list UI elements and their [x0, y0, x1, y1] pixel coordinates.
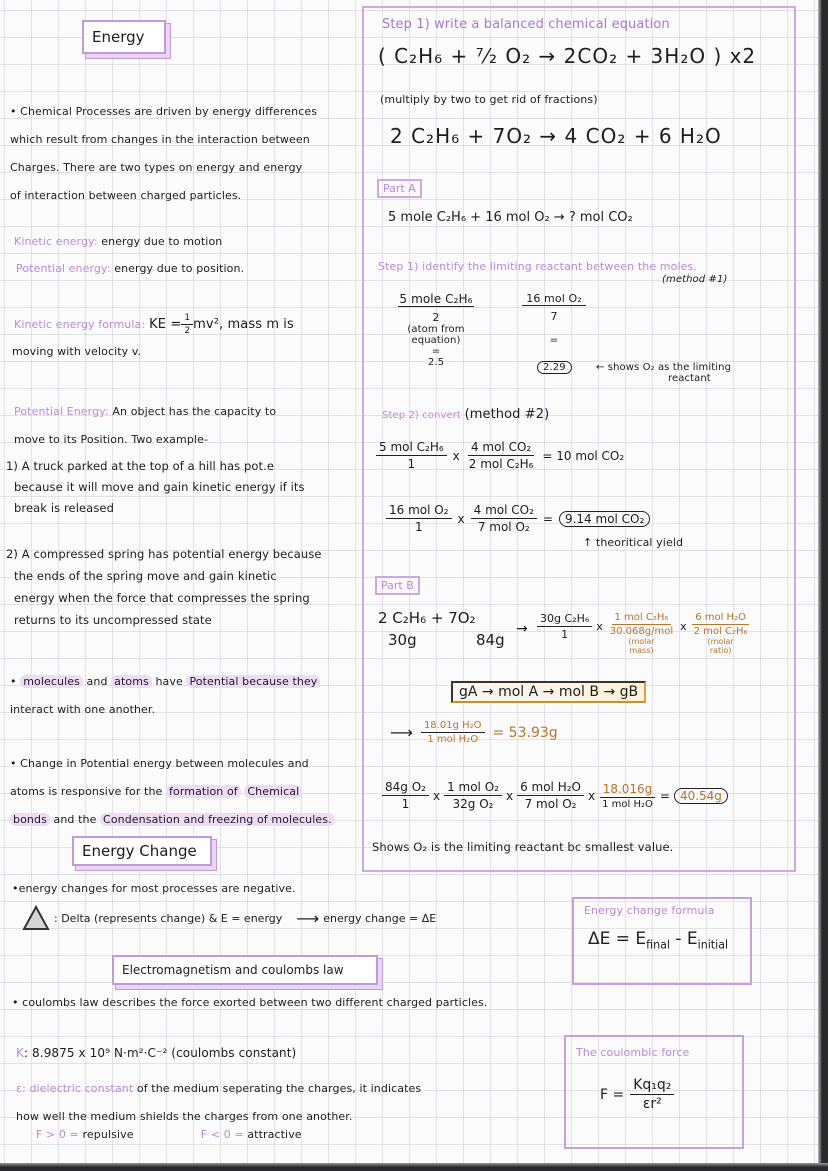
note: (molar [628, 637, 655, 646]
step2-title [382, 407, 549, 422]
frac-den: 1 [414, 520, 423, 534]
kinetic-definition [14, 235, 222, 248]
limit-fraction-a [398, 292, 474, 368]
energy-change-bullet: •energy changes for most processes are negative. [12, 882, 296, 895]
o2-calculation: $\frac{\text{84g O₂}}{1}$ x $\frac{\text{1 mol O₂}}{\text{32g O₂}}$ x $\frac{\text{6 mol H₂O}}{\text{7 mol O₂}}$ x $\frac{18.016g}{\text{1 mol H₂O}}$ = 40.54g [382, 780, 728, 811]
energy-title [82, 20, 166, 54]
conversion-2 [386, 503, 650, 534]
mass: 30g [388, 631, 417, 649]
reaction: 2 C₂H₆ + 7O₂ [378, 609, 476, 627]
ke-formula-line2: moving with velocity v. [12, 345, 142, 358]
pe-def: move to its Position. Two example- [14, 433, 209, 446]
limit-fraction-b [522, 292, 586, 346]
page-edge-bottom [0, 1163, 828, 1171]
note-line: reactant [668, 373, 711, 384]
formula-part: - E [669, 929, 698, 949]
text: atoms is responsive for the [10, 785, 167, 798]
method-1-label: (method #1) [662, 274, 728, 285]
delta-result: energy change = ΔE [323, 911, 437, 925]
limit-value-circled: 2.29 [537, 361, 572, 374]
frac-num: 1 [181, 313, 193, 325]
part-b-label: Part B [375, 576, 420, 595]
potential-definition [16, 262, 244, 275]
equation-balanced: 2 C₂H₆ + 7O₂ → 4 CO₂ + 6 H₂O [390, 124, 722, 148]
frac-den: 1 mol H₂O [602, 798, 653, 810]
example-line: the ends of the spring move and gain kinetic [14, 569, 277, 583]
frac-num: 5 mole C₂H₆ [399, 292, 473, 306]
frac-eq: = [549, 335, 559, 346]
ke-text: KE = [149, 317, 182, 332]
frac-num: 1 mol C₂H₆ [612, 612, 672, 625]
example-line: break is released [14, 501, 114, 515]
example-line: 1) A truck parked at the top of a hill has pot.e [6, 459, 275, 473]
limiting-note [596, 362, 731, 384]
text: and the [49, 813, 101, 826]
note: ratio) [709, 646, 732, 655]
text: have [151, 675, 187, 688]
times: x [680, 620, 687, 633]
ke-formula-label: Kinetic energy formula: [14, 318, 146, 331]
ke-fraction [181, 313, 193, 336]
intro-line: Charges. There are two types on energy and energy [10, 161, 303, 174]
example-line: returns to its uncompressed state [14, 613, 212, 627]
dielectric-def: of the medium seperating the charges, it indicates [133, 1082, 422, 1095]
part-b-line2 [390, 720, 558, 745]
delta-row [22, 905, 436, 931]
formula-part: ΔE = E [588, 929, 647, 949]
k-constant [16, 1046, 296, 1060]
intro-line: which result from changes in the interaction between [10, 133, 310, 146]
highlight: Potential because they [186, 675, 320, 688]
frac-den: 1 mol H₂O [427, 734, 479, 745]
note-line: ← shows O₂ as the limiting [596, 362, 732, 373]
frac-num: 4 mol CO₂ [471, 503, 537, 519]
ke-formula [14, 313, 294, 336]
intro-line: of interaction between charged particles. [10, 189, 242, 202]
pe-def: An object has the capacity to [108, 405, 277, 418]
frac-num: 1 mol O₂ [444, 780, 502, 796]
formula-sub: final [646, 938, 670, 952]
highlight: molecules [20, 675, 83, 688]
equation-unbalanced: ( C₂H₆ + ⁷⁄₂ O₂ → 2CO₂ + 3H₂O ) x2 [378, 44, 757, 68]
ke-text: mv², mass m is [193, 317, 294, 332]
note: mass) [629, 646, 654, 655]
section-title: Electromagnetism and coulombs law [122, 963, 344, 977]
highlight: Chemical [244, 785, 302, 798]
frac-note: equation) [411, 335, 461, 346]
frac-den: 1 [561, 628, 569, 641]
step2-label: Step 2) convert [382, 410, 461, 421]
example-line: energy when the force that compresses the spring [14, 591, 310, 605]
frac-num: 84g O₂ [382, 780, 429, 796]
energy-change-title-box [72, 836, 212, 866]
method-2-label: (method #2) [464, 407, 550, 422]
text: • Change in Potential energy between molecules and [10, 757, 309, 770]
conversion-flow-box: gA → mol A → mol B → gB [451, 681, 646, 703]
frac-den: 2 [184, 326, 191, 336]
highlight: atoms [111, 675, 152, 688]
highlight: bonds [10, 813, 50, 826]
frac-den: 7 [550, 310, 558, 323]
frac-num: 16 mol O₂ [522, 292, 586, 306]
limiting-step-title: Step 1) identify the limiting reactant between the moles. [378, 260, 697, 273]
kinetic-label: Kinetic energy: [14, 235, 98, 248]
frac-value: 2.5 [427, 357, 445, 368]
frac-den: 30.068g/mol [609, 626, 674, 637]
equation-note: (multiply by two to get rid of fractions) [380, 93, 598, 106]
dielectric-label: ε: dielectric constant [16, 1082, 134, 1095]
arrow-icon: ⟶ [390, 723, 413, 742]
frac-num: 18.01g H₂O [421, 720, 485, 733]
f-pos-label: F > 0 = [36, 1128, 79, 1141]
part-b-reaction [378, 607, 505, 651]
formula [588, 929, 728, 951]
theoretical-yield-circled: 9.14 mol CO₂ [559, 511, 650, 527]
frac-den: 1 [407, 457, 416, 471]
k-value: : 8.9875 x 10⁹ N·m²·C⁻² (coulombs constant) [23, 1046, 297, 1060]
formula-sub: initial [697, 938, 729, 952]
formula-f: F = [600, 1086, 625, 1103]
mass: 84g [476, 631, 505, 649]
conversion-1 [376, 440, 624, 471]
coulomb-formula [600, 1077, 674, 1112]
dielectric-def: how well the medium shields the charges from one another. [16, 1110, 353, 1123]
formula-title: Energy change formula [584, 904, 715, 917]
text: and [82, 675, 112, 688]
times: x [596, 620, 603, 633]
coulomb-title-box [112, 955, 378, 985]
arrow-icon: ⟶ [296, 908, 320, 928]
note: (molar [707, 637, 734, 646]
pe-label: Potential Energy: [14, 405, 109, 418]
frac-den: 2 mol C₂H₆ [468, 457, 534, 471]
example-1 [6, 456, 305, 519]
change-bullet [10, 750, 335, 834]
highlight: Condensation and freezing of molecules. [100, 813, 335, 826]
times: x [452, 448, 460, 463]
f-pos: repulsive [78, 1128, 134, 1141]
potential-label: Potential energy: [16, 262, 111, 275]
page-edge-right [818, 0, 828, 1171]
result: = 53.93g [492, 724, 558, 741]
coulombic-force-box [564, 1035, 744, 1149]
highlight: formation of [166, 785, 241, 798]
times: x [588, 788, 596, 803]
frac-eq: = [431, 346, 441, 357]
f-neg: attractive [243, 1128, 302, 1141]
frac-num: 18.016g [600, 782, 656, 798]
example-2 [6, 543, 322, 631]
frac-den: 32g O₂ [452, 797, 494, 811]
bullet: • [10, 675, 21, 688]
frac-num: 16 mol O₂ [386, 503, 452, 519]
step1-title: Step 1) write a balanced chemical equation [382, 17, 670, 32]
dielectric-definition [16, 1075, 421, 1131]
frac-num: 6 mol H₂O [517, 780, 584, 796]
energy-change-formula-box [572, 897, 752, 985]
frac-num: 6 mol H₂O [692, 612, 749, 625]
equals: = [542, 511, 553, 526]
frac-den: 2 mol C₂H₆ [693, 626, 748, 637]
intro-line: • Chemical Processes are driven by energy differences [10, 105, 318, 118]
frac-note: (atom from [407, 324, 465, 335]
arrow-icon: → [516, 621, 528, 637]
o2-result-circled: 40.54g [674, 788, 728, 804]
delta-triangle-icon [22, 905, 50, 931]
text: interact with one another. [10, 703, 156, 716]
box-title: The coulombic force [576, 1046, 690, 1059]
times: x [457, 511, 465, 526]
frac-den: 7 mol O₂ [524, 797, 577, 811]
kinetic-def: energy due to motion [97, 235, 223, 248]
k-label: K [16, 1046, 24, 1060]
frac-num: 5 mol C₂H₆ [376, 440, 447, 456]
conclusion: Shows O₂ is the limiting reactant bc smallest value. [372, 840, 674, 854]
frac-den: εr² [642, 1096, 662, 1112]
potential-def: energy due to position. [110, 262, 245, 275]
example-line: because it will move and gain kinetic energy if its [14, 480, 305, 494]
frac-den: 7 mol O₂ [477, 520, 530, 534]
theoretical-yield-note: ↑ theoritical yield [583, 536, 684, 549]
frac-den: 2 [432, 311, 440, 324]
frac-num: 30g C₂H₆ [537, 612, 592, 627]
pe-definition [14, 398, 276, 454]
section-title: Energy Change [82, 842, 197, 860]
part-a-equation: 5 mole C₂H₆ + 16 mol O₂ → ? mol CO₂ [388, 210, 633, 225]
part-b-conversion [537, 612, 751, 655]
molecules-bullet [10, 668, 320, 724]
delta-definition: : Delta (represents change) & E = energy [54, 911, 283, 925]
page-title: Energy [92, 28, 145, 46]
example-line: 2) A compressed spring has potential energy because [6, 547, 322, 561]
frac-num: Kq₁q₂ [630, 1077, 674, 1095]
intro-paragraph [10, 98, 317, 210]
frac-den: 1 [401, 797, 410, 811]
times: x [432, 788, 441, 803]
result: = 10 mol CO₂ [542, 448, 625, 463]
frac-num: 4 mol CO₂ [468, 440, 534, 456]
coulomb-bullet: • coulombs law describes the force exorted between two different charged particles. [12, 996, 488, 1009]
f-neg-label: F < 0 = [200, 1128, 244, 1141]
times: x [505, 788, 514, 803]
force-sign [36, 1128, 302, 1141]
part-a-label: Part A [377, 179, 422, 198]
